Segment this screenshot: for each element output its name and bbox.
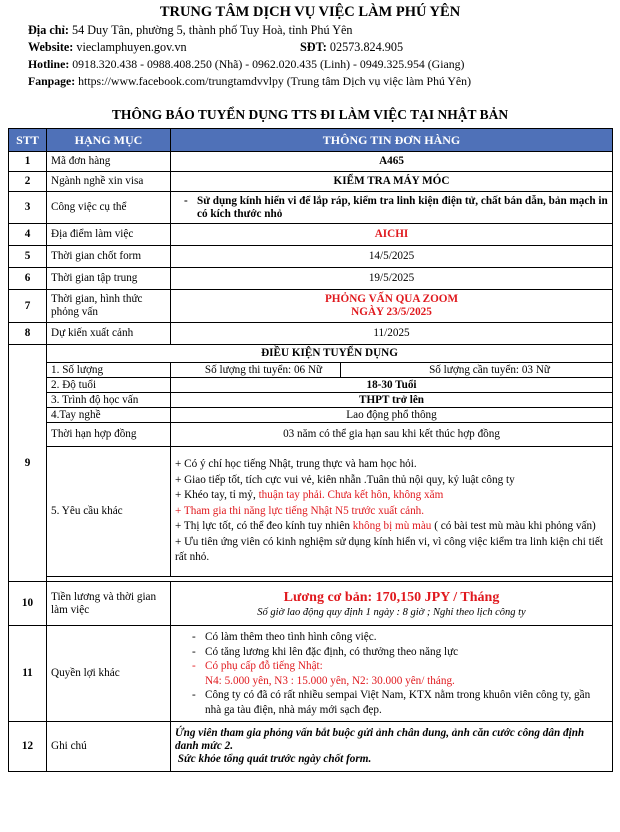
job-order-table [8,128,613,772]
hotline-line: Hotline: 0918.320.438 - 0988.408.250 (Nhã) - 0962.020.435 (Linh) - 0949.325.954 (Giang) [28,57,465,71]
job-description: - Sử dụng kính hiển vi để lắp ráp, kiểm tra linh kiện điện tử, chất bán dẫn, bản mạch in có kích thước nhỏ [197,195,608,221]
form-deadline: 14/5/2025 [171,246,613,268]
table-row: 2. Độ tuổi 18-30 Tuổi [9,378,613,393]
other-benefits: - Có làm thêm theo tình hình công việc. - Có tăng lương khi lên đặc định, có thưởng theo năng lực - Có phụ cấp đỗ tiếng Nhật: N4: 5.000 yên, N3 : 15.000 yên, N2: 30.000 yên/ tháng. - Công ty có đã có rất nhiều sempai Việt Nam, KTX nằm trong khuôn viên công ty, gần nhà ga tàu điện, nhà máy mới sạch đẹp. [171,626,613,722]
phone-line: SĐT: 02573.824.905 [300,40,404,54]
table-header-row [9,129,613,152]
website-link[interactable]: vieclamphuyen.gov.vn [76,40,187,54]
table-row: 7 Thời gian, hình thức phỏng vấn PHỎNG VẤN QUA ZOOM NGÀY 23/5/2025 [9,290,613,323]
column-header-stt: STT [9,129,47,152]
table-row: 4.Tay nghề Lao động phổ thông [9,408,613,423]
fanpage-link[interactable]: https://www.facebook.com/trungtamdvvlpy (Trung tâm Dịch vụ việc làm Phú Yên) [78,74,471,88]
fanpage-line: Fanpage: https://www.facebook.com/trungtamdvvlpy (Trung tâm Dịch vụ việc làm Phú Yên) [28,74,471,88]
table-row: 10 Tiền lương và thời gian làm việc Lương cơ bản: 170,150 JPY / Tháng Số giờ lao động quy định 1 ngày : 8 giờ ; Nghỉ theo lịch công ty [9,582,613,626]
order-code: A465 [171,152,613,172]
table-row: 3. Trình độ học vấn THPT trở lên [9,393,613,408]
interview-info: PHỎNG VẤN QUA ZOOM NGÀY 23/5/2025 [171,290,613,323]
table-row: 4 Địa điểm làm việc AICHI [9,224,613,246]
column-header-info: THÔNG TIN ĐƠN HÀNG [171,129,613,152]
notice-title: THÔNG BÁO TUYỂN DỤNG TTS ĐI LÀM VIỆC TẠI NHẬT BẢN [111,107,509,122]
work-location: AICHI [171,224,613,246]
center-title: TRUNG TÂM DỊCH VỤ VIỆC LÀM PHÚ YÊN [159,4,461,20]
gathering-date: 19/5/2025 [171,268,613,290]
column-header-category: HẠNG MỤC [47,129,171,152]
table-row: 11 Quyền lợi khác - Có làm thêm theo tình hình công việc. - Có tăng lương khi lên đặc định, có thưởng theo năng lực - Có phụ cấp đỗ tiếng Nhật: N4: 5.000 yên, N3 : 15.000 yên, N2: 30.000 yên/ tháng. - Công ty có đã có rất nhiều sempai Việt Nam, KTX nằm trong khuôn viên công ty, gần nhà ga tàu điện, nhà máy mới sạch đẹp. [9,626,613,722]
table-row: 5 Thời gian chốt form 14/5/2025 [9,246,613,268]
table-row: 1. Số lượng Số lượng thi tuyển: 06 Nữ Số lượng cần tuyển: 03 Nữ [9,363,613,378]
salary-info: Lương cơ bản: 170,150 JPY / Tháng Số giờ lao động quy định 1 ngày : 8 giờ ; Nghỉ theo lịch công ty [171,582,613,626]
table-row: 1 Mã đơn hàng A465 [9,152,613,172]
other-requirements: + Có ý chí học tiếng Nhật, trung thực và ham học hỏi. + Giao tiếp tốt, tích cực vui vẻ, kiên nhẫn .Tuân thủ nội quy, kỷ luật công ty + Khéo tay, tỉ mỷ, thuận tay phải. Chưa kết hôn, không xăm + Tham gia thi năng lực tiếng Nhật N5 trước xuất cảnh. + Thị lực tốt, có thể đeo kính tuy nhiên không bị mù màu ( có bài test mù màu khi phỏng vấn) + Ưu tiên ứng viên có kinh nghiệm sử dụng kính hiển vi, vì công việc kiểm tra linh kiện chi tiết rất nhỏ. [171,447,613,577]
table-row: 9 ĐIỀU KIỆN TUYỂN DỤNG [9,345,613,363]
table-row: Thời hạn hợp đồng 03 năm có thể gia hạn sau khi kết thúc hợp đồng [9,423,613,447]
notes: Ứng viên tham gia phỏng vấn bắt buộc gửi ảnh chân dung, ảnh căn cước công dân định danh mức 2. Sức khỏe tổng quát trước ngày chốt form. [171,722,613,772]
table-row: 12 Ghi chú Ứng viên tham gia phỏng vấn bắt buộc gửi ảnh chân dung, ảnh căn cước công dân định danh mức 2. Sức khỏe tổng quát trước ngày chốt form. [9,722,613,772]
address-line: Địa chỉ: 54 Duy Tân, phường 5, thành phố Tuy Hoà, tỉnh Phú Yên [28,23,353,37]
website-line: Website: vieclamphuyen.gov.vn [28,40,187,54]
table-row: 5. Yêu cầu khác + Có ý chí học tiếng Nhật, trung thực và ham học hỏi. + Giao tiếp tốt, tích cực vui vẻ, kiên nhẫn .Tuân thủ nội quy, kỷ luật công ty + Khéo tay, tỉ mỷ, thuận tay phải. Chưa kết hôn, không xăm + Tham gia thi năng lực tiếng Nhật N5 trước xuất cảnh. + Thị lực tốt, có thể đeo kính tuy nhiên không bị mù màu ( có bài test mù màu khi phỏng vấn) + Ưu tiên ứng viên có kinh nghiệm sử dụng kính hiển vi, vì công việc kiểm tra linh kiện chi tiết rất nhỏ. [9,447,613,577]
table-row: 3 Công việc cụ thể - Sử dụng kính hiển vi để lắp ráp, kiểm tra linh kiện điện tử, chất bán dẫn, bản mạch in có kích thước nhỏ [9,192,613,224]
departure-date: 11/2025 [171,323,613,345]
visa-occupation: KIỂM TRA MÁY MÓC [171,172,613,192]
table-row: 8 Dự kiến xuất cảnh 11/2025 [9,323,613,345]
table-row: 6 Thời gian tập trung 19/5/2025 [9,268,613,290]
conditions-heading: ĐIỀU KIỆN TUYỂN DỤNG [47,345,613,363]
table-row: 2 Ngành nghề xin visa KIỂM TRA MÁY MÓC [9,172,613,192]
